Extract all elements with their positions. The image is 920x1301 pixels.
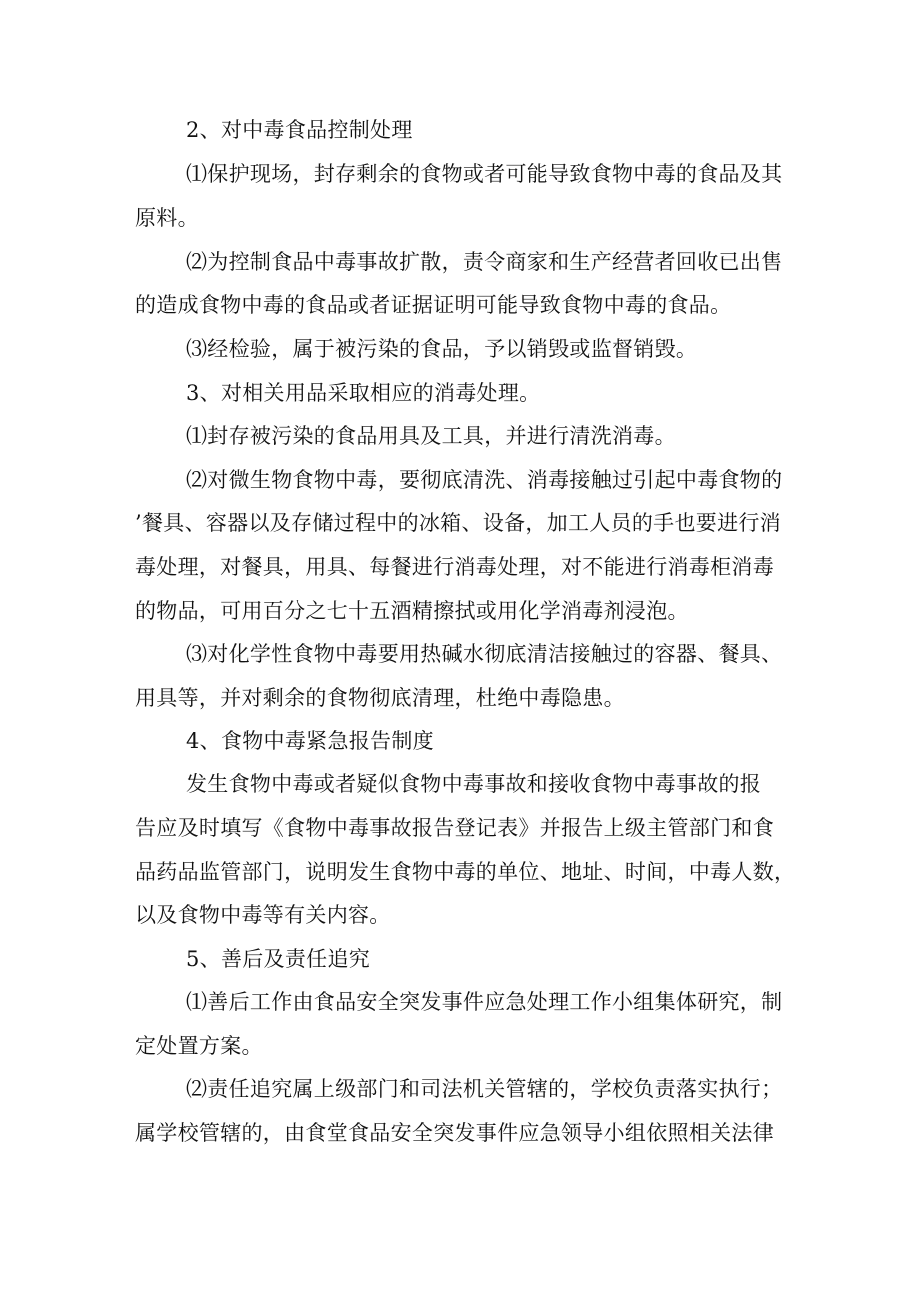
paragraph-line: ⑵为控制食品中毒事故扩散，责令商家和生产经营者回收已出售 bbox=[186, 250, 783, 274]
section-heading: 3、对相关用品采取相应的消毒处理。 bbox=[186, 381, 541, 405]
section-heading: 2、对中毒食品控制处理 bbox=[186, 118, 413, 142]
paragraph-line: 以及食物中毒等有关内容。 bbox=[135, 903, 391, 927]
paragraph-line: ⑶经检验，属于被污染的食品，予以销毁或监督销毁。 bbox=[186, 337, 698, 361]
paragraph-line: 品药品监管部门，说明发生食物中毒的单位、地址、时间，中毒人数， bbox=[135, 860, 796, 884]
paragraph-line: 用具等，并对剩余的食物彻底清理，杜绝中毒隐患。 bbox=[135, 686, 625, 710]
paragraph-line: ’餐具、容器以及存储过程中的冰箱、设备，加工人员的手也要进行消 bbox=[135, 511, 781, 535]
paragraph-line: 属学校管辖的，由食堂食品安全突发事件应急领导小组依照相关法律 bbox=[135, 1121, 774, 1145]
paragraph-line: ⑴善后工作由食品安全突发事件应急处理工作小组集体研究，制 bbox=[186, 990, 783, 1014]
paragraph-line: 定处置方案。 bbox=[135, 1034, 263, 1058]
paragraph-line: ⑴保护现场，封存剩余的食物或者可能导致食物中毒的食品及其 bbox=[186, 162, 783, 186]
paragraph-line: ⑵对微生物食物中毒，要彻底清洗、消毒接触过引起中毒食物的 bbox=[186, 468, 783, 492]
paragraph-line: 原料。 bbox=[135, 206, 199, 230]
paragraph-line: 告应及时填写《食物中毒事故报告登记表》并报告上级主管部门和食 bbox=[135, 816, 774, 840]
paragraph-line: ⑵责任追究属上级部门和司法机关管辖的，学校负责落实执行； bbox=[186, 1077, 783, 1101]
section-heading: 4、食物中毒紧急报告制度 bbox=[186, 729, 434, 753]
paragraph-line: 毒处理，对餐具，用具、每餐进行消毒处理，对不能进行消毒柜消毒 bbox=[135, 555, 774, 579]
paragraph-line: 的造成食物中毒的食品或者证据证明可能导致食物中毒的食品。 bbox=[135, 293, 732, 317]
paragraph-line: 发生食物中毒或者疑似食物中毒事故和接收食物中毒事故的报 bbox=[186, 772, 762, 796]
section-heading: 5、善后及责任追究 bbox=[186, 947, 371, 971]
paragraph-line: ⑴封存被污染的食品用具及工具，并进行清洗消毒。 bbox=[186, 424, 676, 448]
paragraph-line: 的物品，可用百分之七十五酒精擦拭或用化学消毒剂浸泡。 bbox=[135, 599, 689, 623]
paragraph-line: ⑶对化学性食物中毒要用热碱水彻底清洁接触过的容器、餐具、 bbox=[186, 642, 783, 666]
